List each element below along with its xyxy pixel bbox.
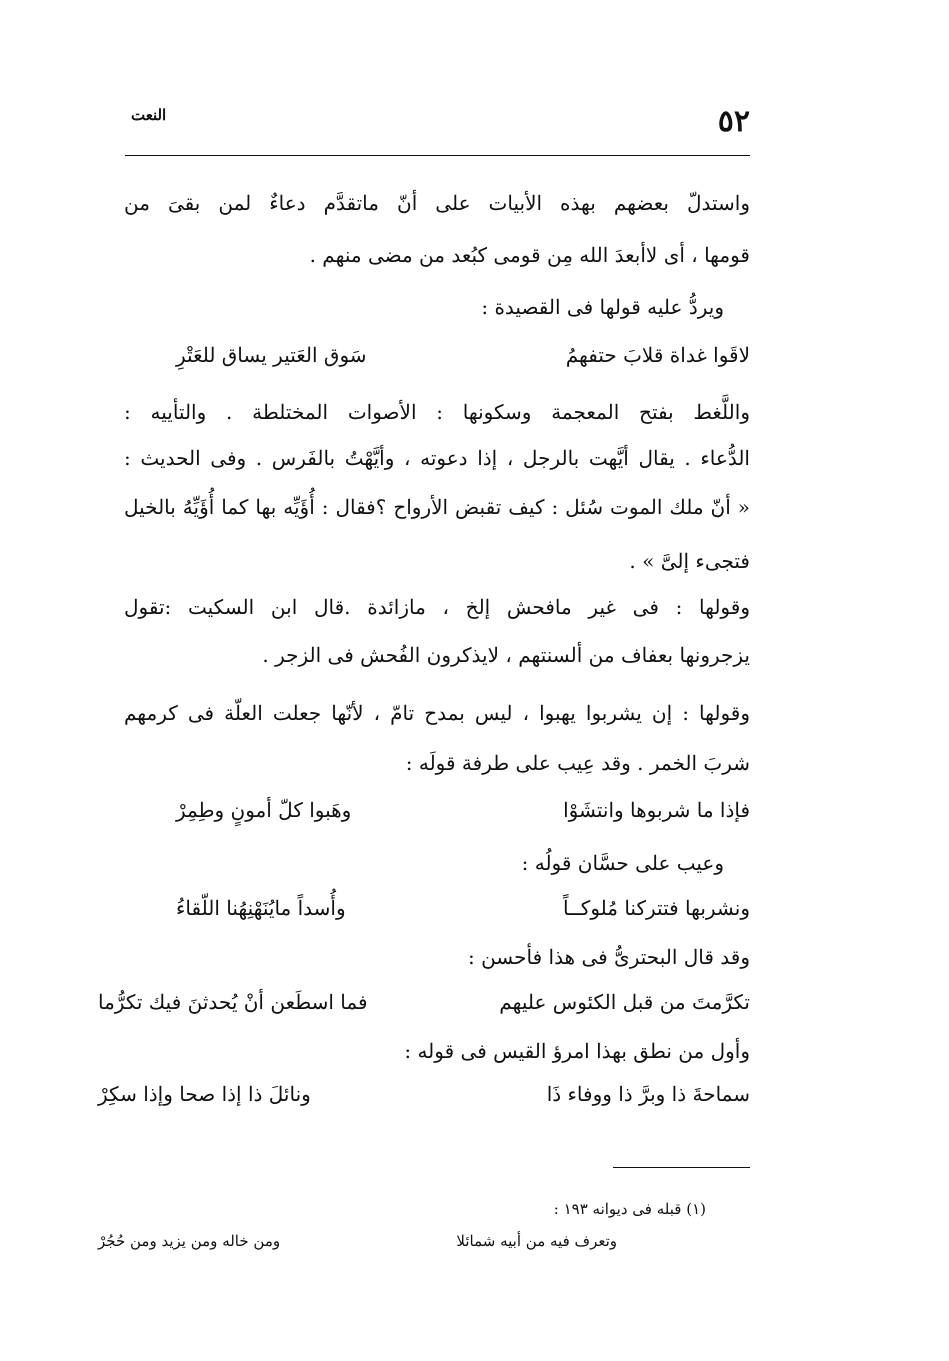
text-line: واستدلّ بعضهم بهذه الأبيات على أنّ ماتقدَّم دعاءٌ لمن بقىَ من: [124, 191, 750, 215]
text-line: وقولها : فى غير مافحش إلخ ، مازائدة .قال ابن السكيت :تقول: [124, 595, 750, 619]
page-number: ٥٢: [717, 104, 750, 139]
text-line: وأول من نطق بهذا امرؤ القيس فى قوله :: [404, 1039, 750, 1063]
text-line: وقولها : إن يشربوا يهبوا ، ليس بمدح تامّ ، لأنّها جعلت العلّة فى كرمهم: [124, 701, 750, 725]
text-line: وقد قال البحترىُّ فى هذا فأحسن :: [467, 945, 750, 969]
verse-hemistich-left: وأُسداً مايُنَهْنِهُنا اللّقاءُ: [176, 896, 346, 920]
footnote-verse-right: وتعرف فيه من أبيه شمائلا: [456, 1232, 617, 1250]
verse-hemistich-left: فما اسطَعن أنْ يُحدثنَ فيك تكرُّما: [98, 990, 368, 1014]
text-line: قومها ، أى لاأبعدَ الله مِن قومى كبُعد من مضى منهم .: [309, 243, 750, 267]
text-line: يزجرونها بعفاف من ألسنتهم ، لايذكرون الفُحش فى الزجر .: [262, 643, 750, 667]
text-line: « أنّ ملك الموت سُئل : كيف تقبض الأرواح ؟فقال : أُؤَيِّه بها كما أُؤَيِّهُ بالخيل: [124, 495, 750, 519]
text-line: فتجىء إلىَّ » .: [629, 549, 750, 573]
text-line: الدُّعاء . يقال أيَّهت بالرجل ، إذا دعوته ، وأيَّهْتُ بالفَرس . وفى الحديث :: [124, 446, 750, 470]
header-rule: [125, 155, 750, 156]
page-header: [125, 100, 750, 150]
footnote-intro: (١) قبله فى ديوانه ١٩٣ :: [553, 1200, 706, 1218]
text-line: وعيب على حسَّان قولُه :: [521, 851, 724, 875]
verse-hemistich-right: لاقَوا غداة قلابَ حتفهمُ: [565, 343, 750, 367]
footnote-verse-left: ومن خاله ومن يزيد ومن حُجُرْ: [98, 1232, 281, 1250]
verse-hemistich-right: تكرَّمتَ من قبل الكئوس عليهم: [499, 990, 750, 1014]
verse-hemistich-left: سَوق العَتير يساق للعَتْرِ: [176, 343, 367, 367]
running-title: النعت: [131, 106, 167, 124]
verse-hemistich-right: فإذا ما شربوها وانتشَوْا: [563, 798, 750, 822]
text-line: شربَ الخمر . وقد عِيب على طرفة قولَه :: [405, 751, 750, 775]
verse-hemistich-right: ونشربها فتتركنا مُلوكــاً: [562, 896, 750, 920]
footnote-rule: [613, 1167, 750, 1168]
verse-hemistich-left: ونائلَ ذا إذا صحا وإذا سكِرْ: [98, 1082, 311, 1106]
verse-hemistich-right: سماحةَ ذا وبرَّ ذا ووفاء ذَا: [546, 1082, 750, 1106]
text-line: ويردُّ عليه قولها فى القصيدة :: [481, 295, 724, 319]
verse-hemistich-left: وهَبوا كلّ أمونٍ وطِمِرْ: [176, 798, 352, 822]
text-line: واللَّغط بفتح المعجمة وسكونها : الأصوات المختلطة . والتأييه :: [124, 400, 750, 424]
